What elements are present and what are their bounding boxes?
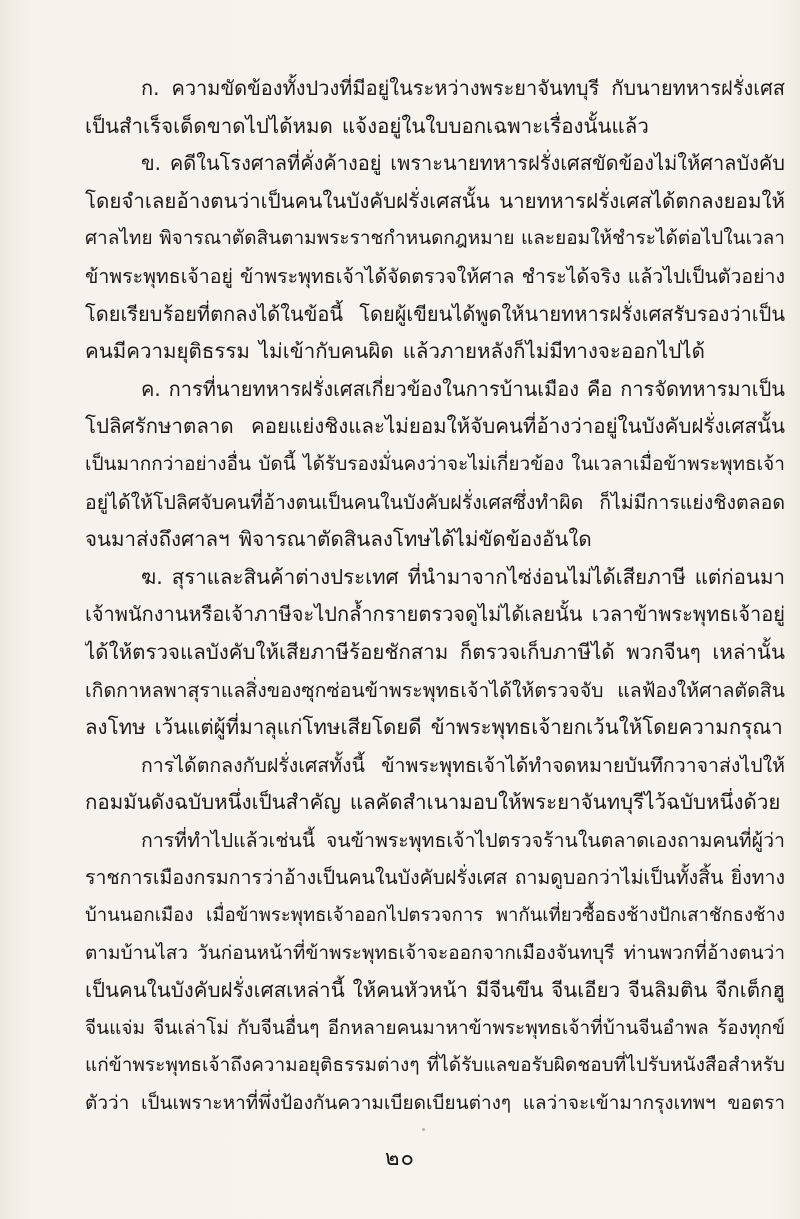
text-line: ค. การที่นายทหารฝรั่งเศสเกี่ยวข้องในการบ้านเมือง คือ การจัดทหารมาเป็น [141,376,785,401]
text-line: โดยเรียบร้อยที่ตกลงได้ในข้อนี้ โดยผู้เขียนได้พูดให้นายทหารฝรั่งเศสรับรองว่าเป็น [85,301,785,326]
text-line: กอมมันดังฉบับหนึ่งเป็นสำคัญ แลคัดสำเนามอบให้พระยาจันทบุรีไว้ฉบับหนึ่งด้วย [85,790,781,815]
text-line: บ้านนอกเมือง เมื่อข้าพระพุทธเจ้าออกไปตรวจการ พากันเที่ยวซื้อธงช้างปักเสาชักธงช้าง [85,905,785,927]
text-line: โดยจำเลยอ้างตนว่าเป็นคนในบังคับฝรั่งเศสนั้น นายทหารฝรั่งเศสได้ตกลงยอมให้ [85,188,785,213]
text-line: เจ้าพนักงานหรือเจ้าภาษีจะไปกล้ำกรายตรวจดูไม่ได้เลยนั้น เวลาข้าพระพุทธเจ้าอยู่ [85,602,785,627]
text-line: คนมีความยุติธรรม ไม่เข้ากับคนผิด แล้วภายหลังก็ไม่มีทางจะออกไปได้ [85,339,705,364]
text-line: ตามบ้านไสว วันก่อนหน้าที่ข้าพระพุทธเจ้าจะออกจากเมืองจันทบุรี ท่านพวกที่อ้างตนว่า [85,941,785,964]
text-line: ข้าพระพุทธเจ้าอยู่ ข้าพระพุทธเจ้าได้จัดตรวจให้ศาล ชำระได้จริง แล้วไปเป็นตัวอย่าง [85,264,785,288]
text-line: เกิดกาหลพาสุราแลสิ่งของซุกซ่อนข้าพระพุทธเจ้าได้ให้ตรวจจับ แลฟ้องให้ศาลตัดสิน [85,678,785,702]
text-line: ข. คดีในโรงศาลที่คั่งค้างอยู่ เพราะนายทหารฝรั่งเศสขัดข้องไม่ให้ศาลบังคับ [141,151,785,176]
text-line: การที่ทำไปแล้วเช่นนี้ จนข้าพระพุทธเจ้าไปตรวจร้านในตลาดเองถามคนที่ผู้ว่า [141,828,785,852]
text-line: ศาลไทย พิจารณาตัดสินตามพระราชกำหนดกฎหมาย และยอมให้ชำระได้ต่อไปในเวลา [85,227,785,250]
page-number: ๒๐ [385,1146,415,1171]
body-text [85,70,785,1123]
text-line: ได้ให้ตรวจแลบังคับให้เสียภาษีร้อยชักสาม ก็ตรวจเก็บภาษีได้ พวกจีนๆ เหล่านั้น [85,639,785,664]
text-line: จีนแจ่ม จีนเล่าโม่ กับจีนอื่นๆ อีกหลายคนมาหาข้าพระพุทธเจ้าที่บ้านจีนอำพล ร้องทุกข์ [85,1016,785,1039]
text-line: การได้ตกลงกับฝรั่งเศสทั้งนี้ ข้าพระพุทธเจ้าได้ทำจดหมายบันทึกวาจาส่งไปให้ [141,753,785,777]
text-line: อยู่ได้ให้โปลิศจับคนที่อ้างตนเป็นคนในบังคับฝรั่งเศสซึ่งทำผิด ก็ไม่มีการแย่งชิงตลอด [85,490,785,514]
text-line: เป็นสำเร็จเด็ดขาดไปได้หมด แจ้งอยู่ในใบบอกเฉพาะเรื่องนั้นแล้ว [85,113,649,138]
text-line: ลงโทษ เว้นแต่ผู้ที่มาลุแก่โทษเสียโดยดี ข้าพระพุทธเจ้ายกเว้นให้โดยความกรุณา [85,715,783,740]
text-line: ราชการเมืองกรมการว่าอ้างเป็นคนในบังคับฝรั่งเศส ถามดูบอกว่าไม่เป็นทั้งสิ้น ยิ่งทาง [85,866,785,890]
text-line: ก. ความขัดข้องทั้งปวงที่มีอยู่ในระหว่างพระยาจันทบุรี กับนายทหารฝรั่งเศส [141,76,785,100]
text-line: เป็นคนในบังคับฝรั่งเศสเหล่านี้ ให้คนหัวหน้า มีจีนขึน จีนเอียว จีนลิมติน จีกเต็กฮู [85,978,785,1003]
text-line: โปลิศรักษาตลาด คอยแย่งชิงและไม่ยอมให้จับคนที่อ้างว่าอยู่ในบังคับฝรั่งเศสนั้น [85,414,785,439]
text-line: เป็นมากกว่าอย่างอื่น บัดนี้ ได้รับรองมั่นคงว่าจะไม่เกี่ยวข้อง ในเวลาเมื่อข้าพระพุทธเจ้า [85,452,785,475]
text-line: ฆ. สุราและสินค้าต่างประเทศ ที่นำมาจากไซ่ง่อนไม่ได้เสียภาษี แต่ก่อนมา [141,564,785,589]
paper-speck [422,1128,425,1131]
text-line: จนมาส่งถึงศาลฯ พิจารณาตัดสินลงโทษได้ไม่ขัดข้องอันใด [85,527,592,552]
text-line: แก่ข้าพระพุทธเจ้าถึงความอยุติธรรมต่างๆ ที่ได้รับแลขอรับผิดชอบที่ไปรับหนังสือสำหรับ [85,1054,785,1077]
text-line: ตัวว่า เป็นเพราะหาที่พึ่งป้องกันความเบียดเบียนต่างๆ แลว่าจะเข้ามากรุงเทพฯ ขอตรา [85,1092,785,1115]
